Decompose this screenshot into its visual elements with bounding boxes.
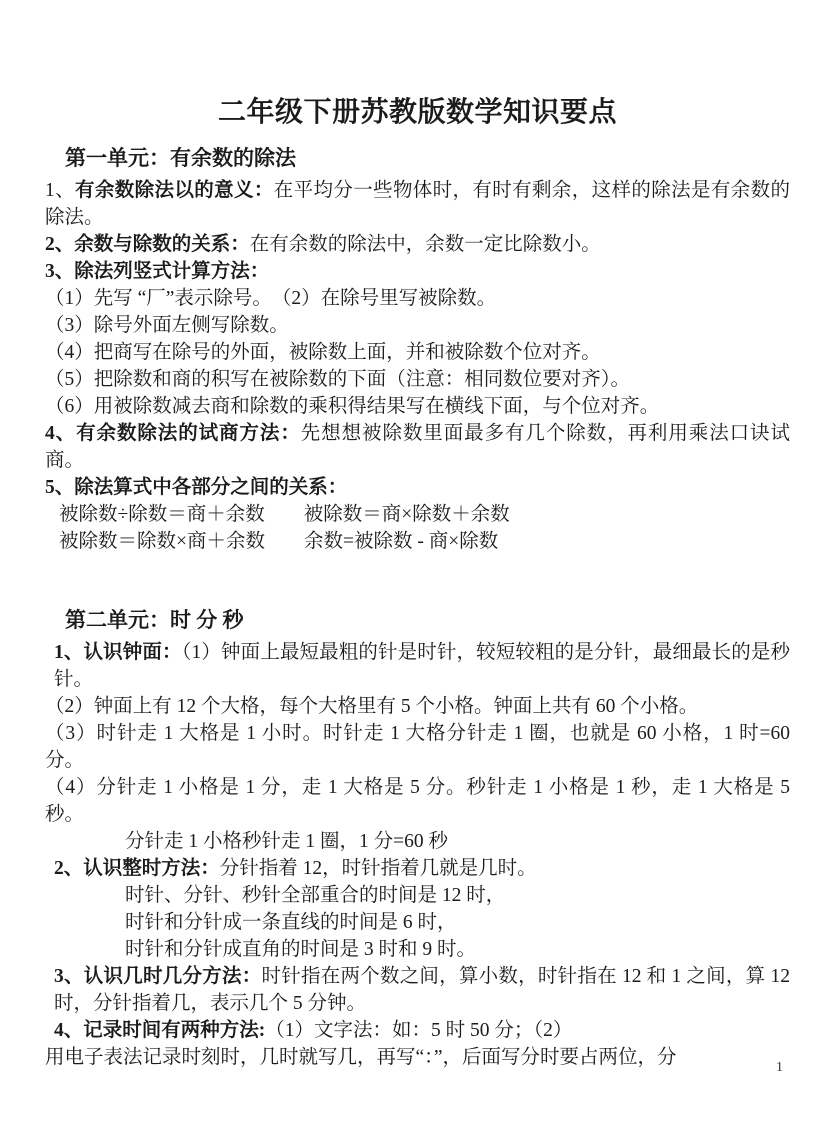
paragraph-text: 时针和分针成直角的时间是 3 时和 9 时。 bbox=[125, 939, 477, 960]
paragraph-number: 1、 bbox=[45, 180, 75, 201]
section-heading: 第二单元：时 分 秒 bbox=[65, 608, 244, 632]
paragraph-text: （1）文字法：如：5 时 50 分；（2） bbox=[265, 1020, 573, 1041]
paragraph-text: 时针和分针成一条直线的时间是 6 时， bbox=[125, 912, 457, 933]
paragraph-text: 被除数＝除数×商＋余数 余数=被除数 - 商×除数 bbox=[59, 531, 499, 552]
paragraph bbox=[45, 420, 790, 474]
paragraph bbox=[45, 285, 790, 312]
paragraph-text: （4）把商写在除号的外面，被除数上面，并和被除数个位对齐。 bbox=[45, 342, 601, 363]
paragraph bbox=[45, 312, 790, 339]
paragraph bbox=[45, 474, 790, 501]
paragraph-text: （1）先写 “厂”表示除号。 （2）在除号里写被除数。 bbox=[45, 288, 497, 309]
paragraph bbox=[125, 828, 790, 855]
sections-container bbox=[45, 143, 790, 1071]
section-body bbox=[45, 177, 790, 555]
paragraph-text: （5）把除数和商的积写在被除数的下面（注意：相同数位要对齐）。 bbox=[45, 369, 631, 390]
paragraph-text: （4）分针走 1 小格是 1 分，走 1 大格是 5 分。秒针走 1 小格是 1 秒，走 1 大格是 5 秒。 bbox=[45, 777, 790, 825]
paragraph-lead: 1、认识钟面： bbox=[54, 642, 182, 663]
paragraph-lead: 5、除法算式中各部分之间的关系： bbox=[45, 477, 348, 498]
paragraph bbox=[54, 855, 790, 882]
paragraph-text: （6）用被除数减去商和除数的乘积得结果写在横线下面，与个位对齐。 bbox=[45, 396, 660, 417]
paragraph bbox=[59, 501, 790, 528]
paragraph-text: 先想想被除数里面最多有几个除数，再利用乘法口诀试商。 bbox=[45, 423, 790, 471]
paragraph-text: （1）钟面上最短最粗的针是时针，较短较粗的是分针，最细最长的是秒针。 bbox=[54, 642, 790, 690]
section-body bbox=[45, 639, 790, 1071]
paragraph-lead: 4、记录时间有两种方法: bbox=[54, 1020, 266, 1041]
paragraph bbox=[45, 693, 790, 720]
paragraph bbox=[54, 639, 790, 693]
page-title: 二年级下册苏教版数学知识要点 bbox=[217, 97, 617, 128]
paragraph bbox=[45, 366, 790, 393]
paragraph-text: 时针指在两个数之间，算小数，时针指在 12 和 1 之间，算 12 时，分针指着几，表示几个 5 分钟。 bbox=[54, 966, 790, 1014]
paragraph bbox=[45, 720, 790, 774]
page-number: 1 bbox=[776, 1060, 783, 1075]
paragraph bbox=[125, 882, 790, 909]
paragraph-text: 在平均分一些物体时，有时有剩余，这样的除法是有余数的除法。 bbox=[45, 180, 790, 228]
paragraph-text: 分针走 1 小格秒针走 1 圈，1 分=60 秒 bbox=[125, 831, 448, 852]
section-heading: 第一单元：有余数的除法 bbox=[65, 146, 296, 170]
paragraph bbox=[45, 258, 790, 285]
paragraph bbox=[45, 231, 790, 258]
paragraph bbox=[54, 1017, 790, 1044]
paragraph-text: 用电子表法记录时刻时，几时就写几，再写“：”，后面写分时要占两位，分 bbox=[45, 1047, 677, 1068]
paragraph-text: 被除数÷除数＝商＋余数 被除数＝商×除数＋余数 bbox=[59, 504, 510, 525]
paragraph-lead: 有余数除法以的意义： bbox=[75, 180, 274, 201]
paragraph bbox=[54, 963, 790, 1017]
paragraph-text: 时针、分针、秒针全部重合的时间是 12 时， bbox=[125, 885, 506, 906]
paragraph bbox=[45, 1044, 790, 1071]
paragraph-text: （3）时针走 1 大格是 1 小时。时针走 1 大格分针走 1 圈，也就是 60 小格，1 时=60 分。 bbox=[45, 723, 790, 771]
paragraph bbox=[45, 774, 790, 828]
paragraph bbox=[59, 528, 790, 555]
paragraph-lead: 3、认识几时几分方法： bbox=[54, 966, 262, 987]
paragraph-text: （2）钟面上有 12 个大格，每个大格里有 5 个小格。钟面上共有 60 个小格。 bbox=[45, 696, 699, 717]
paragraph bbox=[45, 339, 790, 366]
paragraph-lead: 4、有余数除法的试商方法： bbox=[45, 423, 301, 444]
paragraph-text: 分针指着 12，时针指着几就是几时。 bbox=[219, 858, 537, 879]
paragraph bbox=[125, 909, 790, 936]
paragraph bbox=[45, 393, 790, 420]
paragraph-lead: 2、余数与除数的关系： bbox=[45, 234, 250, 255]
section bbox=[45, 605, 790, 1071]
paragraph-text: 在有余数的除法中，余数一定比除数小。 bbox=[249, 234, 601, 255]
paragraph bbox=[125, 936, 790, 963]
paragraph bbox=[45, 177, 790, 231]
section bbox=[45, 143, 790, 555]
paragraph-lead: 3、除法列竖式计算方法： bbox=[45, 261, 270, 282]
paragraph-text: （3）除号外面左侧写除数。 bbox=[45, 315, 289, 336]
paragraph-lead: 2、认识整时方法： bbox=[54, 858, 220, 879]
